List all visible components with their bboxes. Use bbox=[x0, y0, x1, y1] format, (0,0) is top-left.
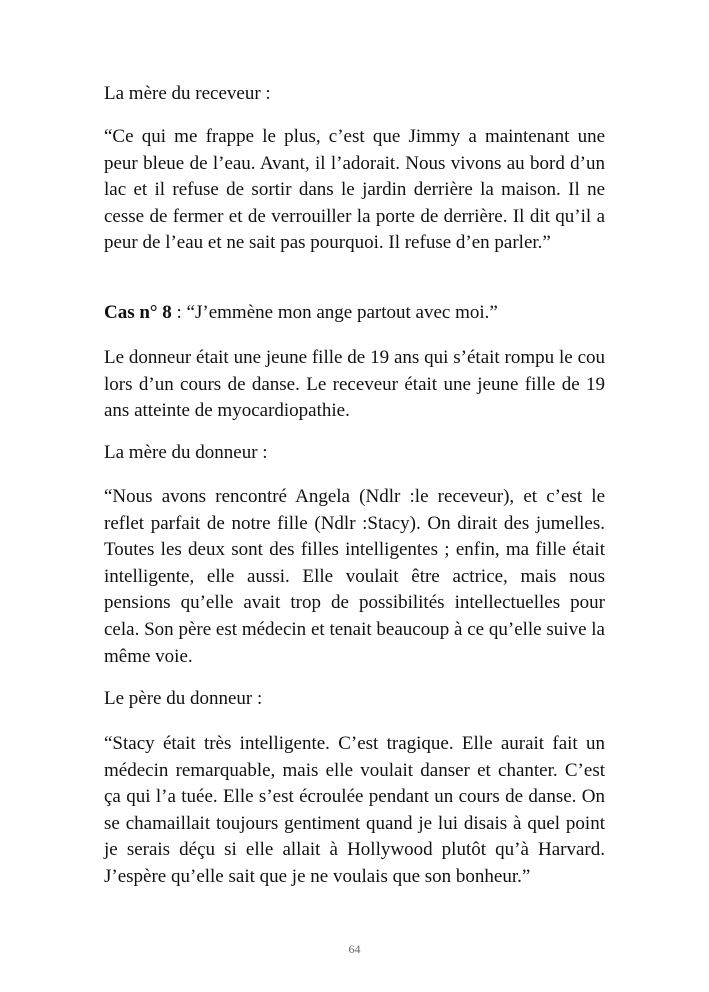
quote-donor-father: “Stacy était très intelligente. C’est tragique. Elle aurait fait un médecin remarquable, mais elle voulait danser et chanter. C’est ça qui l’a tuée. Elle s’est écroulée pendant un cours de danse. On se chamaillait toujours gentiment quand je lui disais à quel point je serais déçu si elle allait à Hollywood plutôt qu’à Harvard. J’espère qu’elle sait que je ne voulais que son bonheur.” bbox=[104, 733, 605, 887]
speaker-heading-recipient-mother: La mère du receveur : bbox=[104, 83, 271, 104]
speaker-heading-donor-mother: La mère du donneur : bbox=[104, 442, 268, 463]
case-description: Le donneur était une jeune fille de 19 ans qui s’était rompu le cou lors d’un cours de danse. Le receveur était une jeune fille de 19 ans atteinte de myocardiopathie. bbox=[104, 347, 605, 422]
case-title-text: : “J’emmène mon ange partout avec moi.” bbox=[171, 302, 498, 323]
case-number-label: Cas n° 8 bbox=[104, 302, 172, 323]
page-number: 64 bbox=[348, 942, 361, 956]
speaker-heading-donor-father: Le père du donneur : bbox=[104, 688, 263, 709]
quote-donor-mother: “Nous avons rencontré Angela (Ndlr :le receveur), et c’est le reflet parfait de notre fille (Ndlr :Stacy). On dirait des jumelles. Toutes les deux sont des filles intelligentes ; enfin, ma fille était intelligente, elle aussi. Elle voulait être actrice, mais nous pensions qu’elle avait trop de possibilités intellectuelles pour cela. Son père est médecin et tenait beaucoup à ce qu’elle suive la même voie. bbox=[104, 486, 605, 667]
case-title bbox=[104, 300, 498, 327]
quote-recipient-mother: “Ce qui me frappe le plus, c’est que Jimmy a maintenant une peur bleue de l’eau. Avant, il l’adorait. Nous vivons au bord d’un lac et il refuse de sortir dans le jardin derrière la maison. Il ne cesse de fermer et de verrouiller la porte de derrière. Il dit qu’il a peur de l’eau et ne sait pas pourquoi. Il refuse d’en parler.” bbox=[104, 126, 605, 254]
